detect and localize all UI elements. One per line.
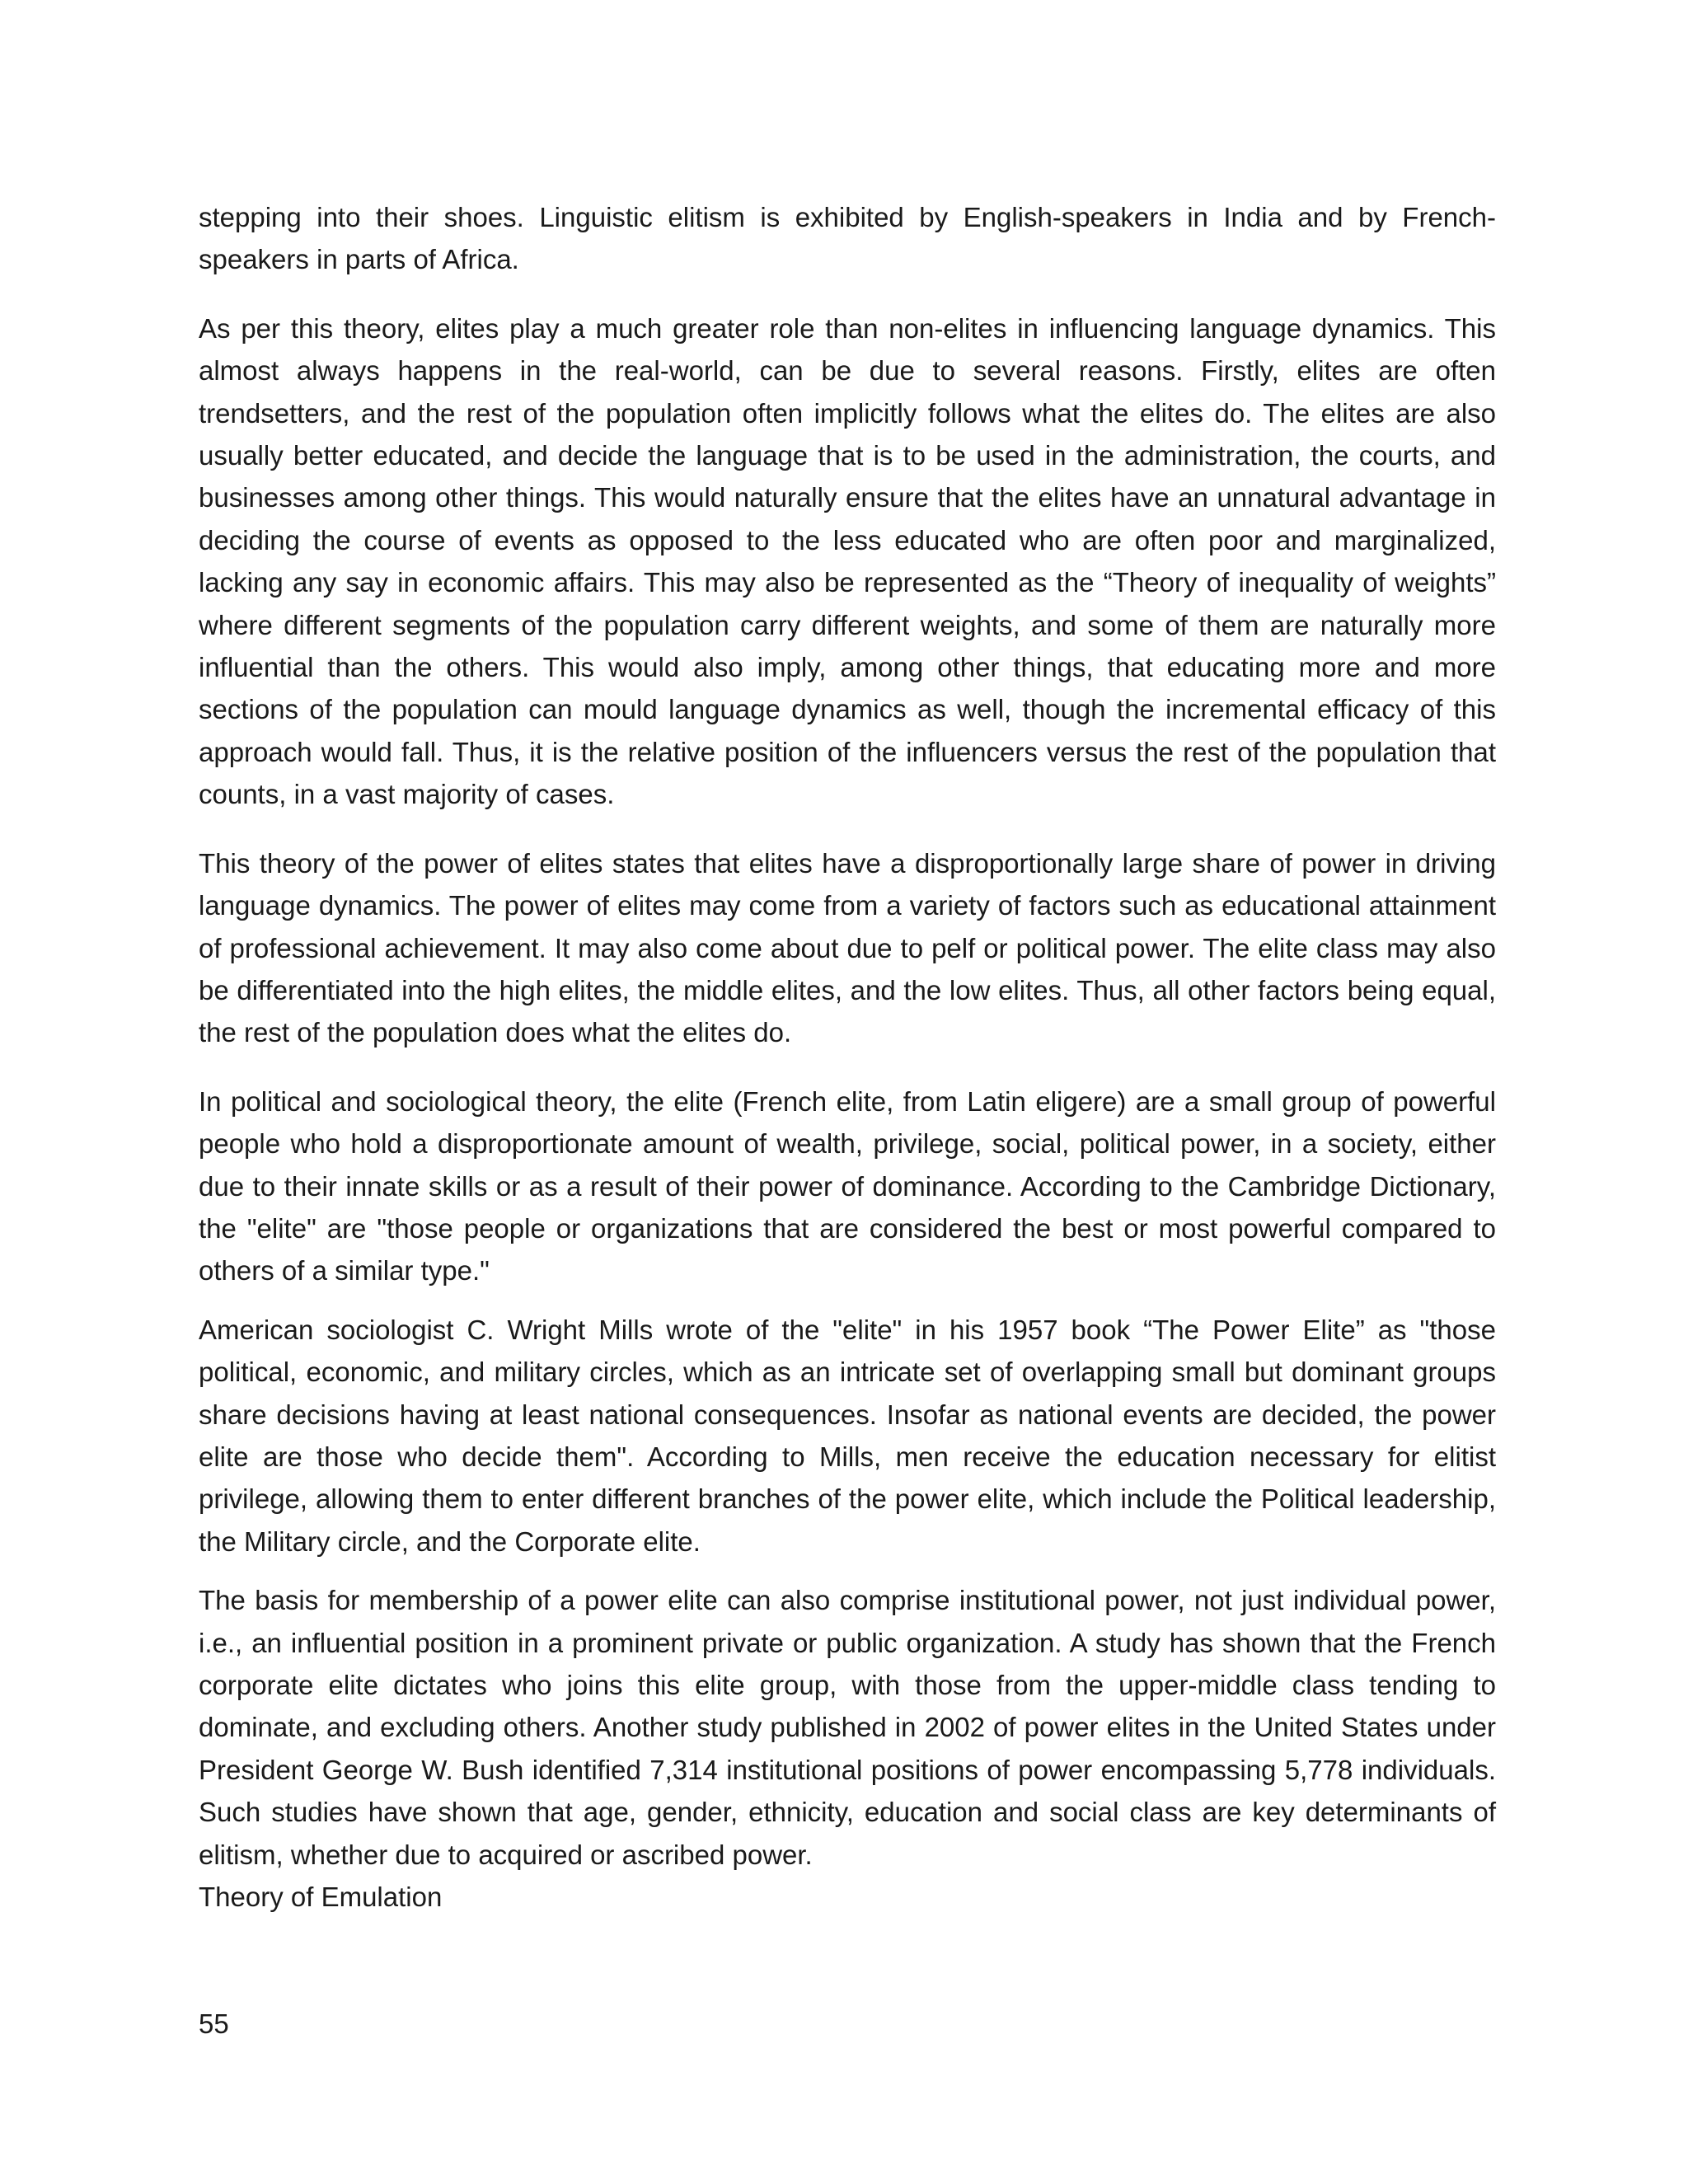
page-body [199, 196, 1496, 1918]
paragraph-2: As per this theory, elites play a much greater role than non-elites in influencing language dynamics. This almost always happens in the real-world, can be due to several reasons. Firstly, elites are often trendsetters, and the rest of the population often implicitly follows what the elites do. The elites are also usually better educated, and decide the language that is to be used in the administration, the courts, and businesses among other things. This would naturally ensure that the elites have an unnatural advantage in deciding the course of events as opposed to the less educated who are often poor and marginalized, lacking any say in economic affairs. This may also be represented as the “Theory of inequality of weights” where different segments of the population carry different weights, and some of them are naturally more influential than the others. This would also imply, among other things, that educating more and more sections of the population can mould language dynamics as well, though the incremental efficacy of this approach would fall. Thus, it is the relative position of the influencers versus the rest of the population that counts, in a vast majority of cases. [199, 312, 1496, 810]
paragraph-4: In political and sociological theory, the elite (French elite, from Latin eligere) are a small group of powerful people who hold a disproportionate amount of wealth, privilege, social, political power, in a society, either due to their innate skills or as a result of their power of dominance. According to the Cambridge Dictionary, the "elite" are "those people or organizations that are considered the best or most powerful compared to others of a similar type." [199, 1085, 1496, 1286]
paragraph-3: This theory of the power of elites states that elites have a disproportionally large share of power in driving language dynamics. The power of elites may come from a variety of factors such as educational attainment of professional achievement. It may also come about due to pelf or political power. The elite class may also be differentiated into the high elites, the middle elites, and the low elites. Thus, all other factors being equal, the rest of the population does what the elites do. [199, 847, 1496, 1048]
paragraph-5: American sociologist C. Wright Mills wrote of the "elite" in his 1957 book “The Power Elite” as "those political, economic, and military circles, which as an intricate set of overlapping small but dominant groups share decisions having at least national consequences. Insofar as national events are decided, the power elite are those who decide them". According to Mills, men receive the education necessary for elitist privilege, allowing them to enter different branches of the power elite, which include the Political leadership, the Military circle, and the Corporate elite. [199, 1314, 1496, 1557]
section-heading: Theory of Emulation [199, 1882, 443, 1913]
paragraph-6: The basis for membership of a power elite can also comprise institutional power, not just individual power, i.e., an influential position in a prominent private or public organization. A study has shown that the French corporate elite dictates who joins this elite group, with those from the upper-middle class tending to dominate, and excluding others. Another study published in 2002 of power elites in the United States under President George W. Bush identified 7,314 institutional positions of power encompassing 5,778 individuals. Such studies have shown that age, gender, ethnicity, education and social class are key determinants of elitism, whether due to acquired or ascribed power. [199, 1585, 1496, 1870]
page-number: 55 [199, 2008, 229, 2039]
paragraph-1: stepping into their shoes. Linguistic elitism is exhibited by English-speakers in India and by French-speakers in parts of Africa. [199, 202, 1496, 275]
